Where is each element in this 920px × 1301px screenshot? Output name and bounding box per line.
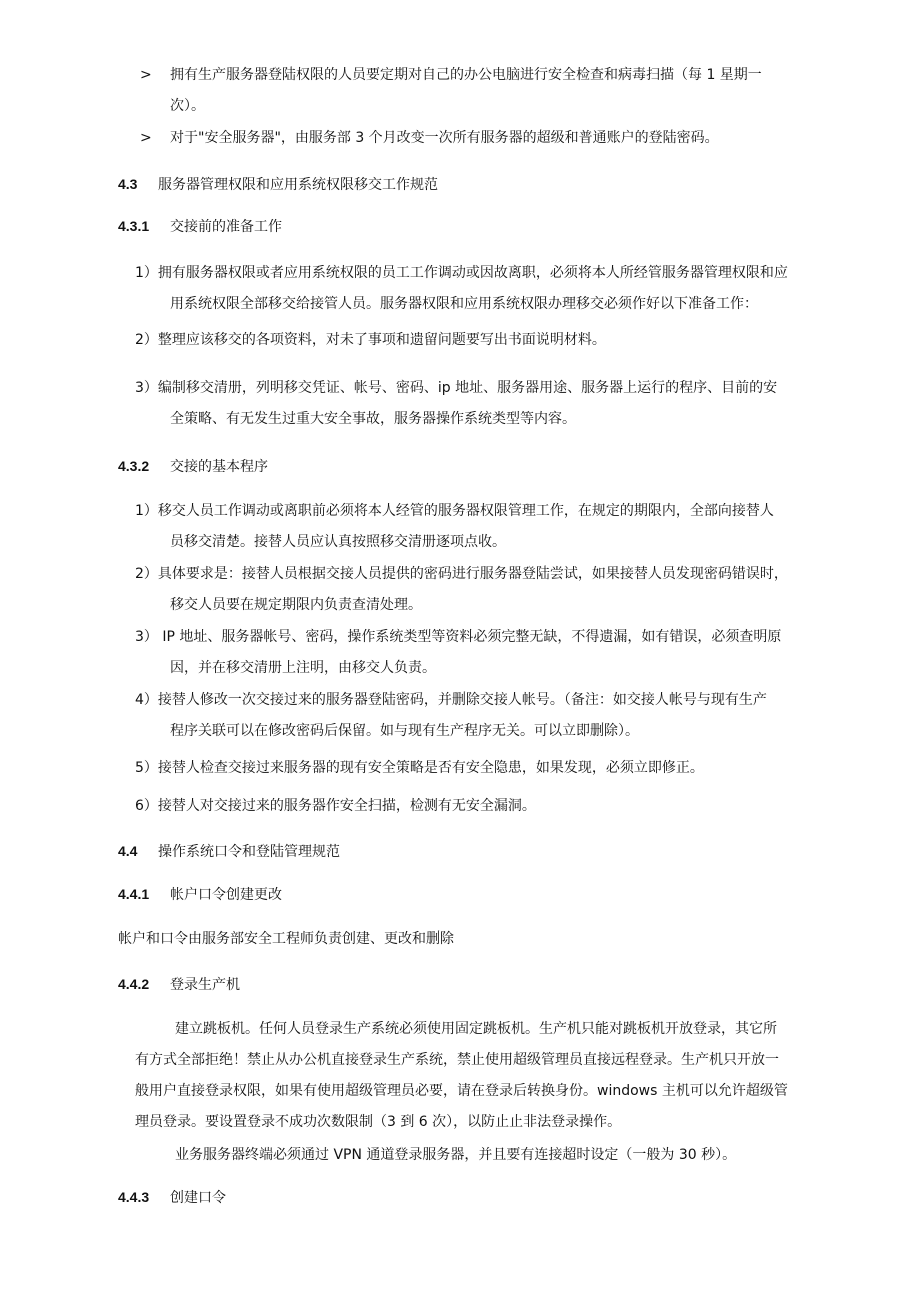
section-heading-4-3-1 bbox=[118, 216, 282, 236]
list-item: 3）编制移交清册，列明移交凭证、帐号、密码、ip 地址、服务器用途、服务器上运行的程序、目前的安 bbox=[135, 380, 778, 396]
section-title: 服务器管理权限和应用系统权限移交工作规范 bbox=[158, 176, 438, 192]
paragraph-line: 业务服务器终端必须通过 VPN 通道登录服务器，并且要有连接超时设定（一般为 30 秒）。 bbox=[175, 1147, 737, 1163]
list-item: 2）具体要求是：接替人员根据交接人员提供的密码进行服务器登陆尝试，如果接替人员发现密码错误时， bbox=[135, 566, 788, 582]
section-heading-4-4-1 bbox=[118, 884, 282, 904]
section-title: 交接的基本程序 bbox=[170, 458, 268, 474]
bullet-marker: > bbox=[140, 130, 152, 146]
list-item: 2）整理应该移交的各项资料，对未了事项和遗留问题要写出书面说明材料。 bbox=[135, 332, 606, 348]
section-number: 4.4.1 bbox=[118, 886, 150, 902]
section-number: 4.4 bbox=[118, 843, 138, 859]
list-item-cont: 全策略、有无发生过重大安全事故，服务器操作系统类型等内容。 bbox=[170, 411, 576, 427]
section-title: 操作系统口令和登陆管理规范 bbox=[158, 843, 340, 859]
section-title: 交接前的准备工作 bbox=[170, 218, 282, 234]
list-item: 1）移交人员工作调动或离职前必须将本人经管的服务器权限管理工作，在规定的期限内，全部向接替人 bbox=[135, 503, 774, 519]
list-item-cont: 用系统权限全部移交给接管人员。服务器权限和应用系统权限办理移交必须作好以下准备工作： bbox=[170, 296, 758, 312]
bullet-text-cont: 次）。 bbox=[170, 98, 205, 114]
section-heading-4-4-3 bbox=[118, 1187, 226, 1207]
list-item: 1）拥有服务器权限或者应用系统权限的员工工作调动或因故离职，必须将本人所经管服务器管理权限和应 bbox=[135, 265, 788, 281]
paragraph-line: 建立跳板机。任何人员登录生产系统必须使用固定跳板机。生产机只能对跳板机开放登录，其它所 bbox=[175, 1021, 777, 1037]
paragraph-line: 理员登录。要设置登录不成功次数限制（3 到 6 次），以防止止非法登录操作。 bbox=[135, 1114, 622, 1130]
list-item-cont: 员移交清楚。接替人员应认真按照移交清册逐项点收。 bbox=[170, 534, 506, 550]
section-title: 创建口令 bbox=[170, 1189, 226, 1205]
section-heading-4-3 bbox=[118, 174, 438, 194]
list-item: 4）接替人修改一次交接过来的服务器登陆密码，并删除交接人帐号。（备注：如交接人帐号与现有生产 bbox=[135, 692, 767, 708]
section-heading-4-3-2 bbox=[118, 456, 268, 476]
section-number: 4.4.3 bbox=[118, 1189, 150, 1205]
list-item-cont: 移交人员要在规定期限内负责查清处理。 bbox=[170, 597, 422, 613]
paragraph-line: 般用户直接登录权限，如果有使用超级管理员必要，请在登录后转换身份。windows 主机可以允许超级管 bbox=[135, 1083, 788, 1099]
section-title: 帐户口令创建更改 bbox=[170, 886, 282, 902]
bullet-text: 拥有生产服务器登陆权限的人员要定期对自己的办公电脑进行安全检查和病毒扫描（每 1 星期一 bbox=[170, 67, 762, 83]
list-item: 6）接替人对交接过来的服务器作安全扫描，检测有无安全漏洞。 bbox=[135, 798, 536, 814]
list-item: 5）接替人检查交接过来服务器的现有安全策略是否有安全隐患，如果发现，必须立即修正。 bbox=[135, 760, 704, 776]
section-number: 4.3.2 bbox=[118, 458, 150, 474]
list-item-cont: 因，并在移交清册上注明，由移交人负责。 bbox=[170, 660, 436, 676]
list-item: 3） IP 地址、服务器帐号、密码，操作系统类型等资料必须完整无缺，不得遗漏，如有错误，必须查明原 bbox=[135, 629, 782, 645]
section-title: 登录生产机 bbox=[170, 976, 240, 992]
section-heading-4-4-2 bbox=[118, 974, 240, 994]
list-item-cont: 程序关联可以在修改密码后保留。如与现有生产程序无关。可以立即删除）。 bbox=[170, 723, 639, 739]
section-number: 4.4.2 bbox=[118, 976, 150, 992]
section-number: 4.3.1 bbox=[118, 218, 150, 234]
section-heading-4-4 bbox=[118, 841, 340, 861]
bullet-text: 对于"安全服务器"，由服务部 3 个月改变一次所有服务器的超级和普通账户的登陆密码。 bbox=[170, 130, 719, 146]
paragraph: 帐户和口令由服务部安全工程师负责创建、更改和删除 bbox=[118, 931, 454, 947]
section-number: 4.3 bbox=[118, 176, 138, 192]
paragraph-line: 有方式全部拒绝！禁止从办公机直接登录生产系统，禁止使用超级管理员直接远程登录。生产机只开放一 bbox=[135, 1052, 779, 1068]
bullet-marker: > bbox=[140, 67, 152, 83]
